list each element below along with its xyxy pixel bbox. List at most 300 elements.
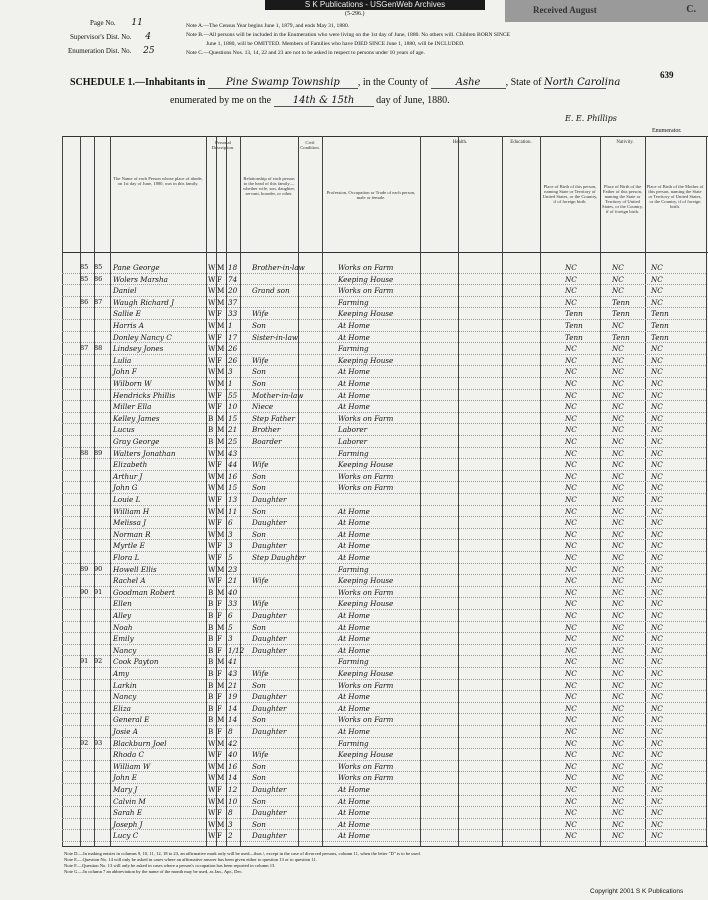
birthplace-person-cell: Tenn [565,309,583,319]
occupation-cell: At Home [338,831,370,841]
birthplace-mother-cell: NC [651,785,663,794]
birthplace-mother-cell: NC [651,495,663,504]
occupation-cell: At Home [338,553,370,562]
person-name: Sallie E [113,309,141,319]
occupation-cell: Farming [338,297,369,307]
person-name: Eliza [113,703,131,713]
occupation-cell: Farming [338,657,369,667]
header-name: The Name of each Person whose place of abode, on 1st day of June, 1880, was in this family. [113,176,203,186]
age-cell: 42 [228,738,238,748]
table-row [0,285,708,297]
birthplace-mother-cell: NC [651,819,663,829]
occupation-cell: Keeping House [338,599,394,609]
color-cell: B [208,622,214,632]
table-row [0,482,708,494]
relationship-cell: Son [252,796,266,806]
age-cell: 15 [228,413,238,423]
birthplace-father-cell: NC [612,460,624,470]
sex-cell: M [217,773,225,783]
age-cell: 17 [228,332,238,342]
family-number: 85 [94,263,103,271]
age-cell: 40 [228,750,238,760]
birthplace-mother-cell: NC [651,750,663,760]
relationship-cell: Son [252,483,266,493]
birthplace-father-cell: NC [612,657,624,667]
birthplace-mother-cell: NC [651,529,663,539]
birthplace-father-cell: NC [612,680,624,690]
sex-cell: F [217,402,222,412]
relationship-cell: Brother-in-law [252,263,305,272]
birthplace-mother-cell: NC [651,773,663,783]
relationship-cell: Sister-in-law [252,332,299,342]
color-cell: B [208,587,214,597]
birthplace-person-cell: NC [565,355,577,365]
table-row [0,274,708,286]
person-name: Melissa J [113,518,147,528]
birthplace-father-cell: NC [612,692,624,702]
relationship-cell: Daughter [252,518,287,528]
occupation-cell: At Home [338,645,370,655]
dwelling-number: 89 [80,564,89,573]
occupation-cell: Laborer [338,437,368,446]
person-name: Flora L [113,553,140,562]
color-cell: W [208,263,216,272]
sex-cell: M [217,297,225,307]
age-cell: 55 [228,390,238,400]
color-cell: W [208,773,216,783]
birthplace-father-cell: NC [612,274,624,284]
birthplace-person-cell: NC [565,483,577,493]
birthplace-person-cell: NC [565,761,577,771]
family-number: 90 [94,564,103,573]
table-row [0,459,708,471]
occupation-cell: At Home [338,611,370,620]
sex-cell: F [217,518,222,528]
birthplace-mother-cell: NC [651,483,663,493]
birthplace-mother-cell: NC [651,703,663,713]
age-cell: 3 [228,367,233,377]
person-name: Wilborn W [113,379,152,388]
table-row [0,564,708,576]
birthplace-person-cell: NC [565,634,577,644]
person-name: Lindsey Jones [113,344,164,354]
person-name: Rhoda C [113,750,145,760]
birthplace-father-cell: NC [612,344,624,354]
table-row [0,320,708,332]
person-name: William H [113,506,150,516]
relationship-cell: Daughter [252,692,287,702]
birthplace-mother-cell: NC [651,831,663,841]
table-row [0,622,708,634]
birthplace-person-cell: NC [565,344,577,354]
color-cell: W [208,518,216,528]
age-cell: 41 [228,657,238,667]
age-cell: 26 [228,344,238,354]
note-g: Note G.—In column 7 an abbreviation by the name of the month may be used, as Jan., Apr., Dec. [64,869,243,874]
stamp-text: Received August [533,5,597,15]
table-row [0,517,708,529]
birthplace-father-cell: NC [612,761,624,771]
person-name: Noah [113,622,133,632]
birthplace-mother-cell: NC [651,645,663,655]
relationship-cell: Daughter [252,495,287,504]
color-cell: W [208,483,216,493]
relationship-cell: Son [252,715,266,725]
header-education: Education. [510,140,532,145]
birthplace-father-cell: NC [612,773,624,783]
person-name: Pane George [113,263,160,272]
sex-cell: M [217,680,225,690]
person-name: Mary J [113,785,138,794]
relationship-cell: Wife [252,460,269,470]
table-row [0,575,708,587]
table-row [0,378,708,390]
birthplace-mother-cell: NC [651,541,663,551]
birthplace-father-cell: NC [612,263,624,272]
color-cell: B [208,680,214,690]
table-row [0,819,708,831]
birthplace-person-cell: NC [565,263,577,272]
table-row [0,587,708,599]
sex-cell: M [217,367,225,377]
relationship-cell: Step Daughter [252,553,306,562]
birthplace-father-cell: NC [612,448,624,458]
birthplace-person-cell: NC [565,495,577,504]
color-cell: W [208,321,216,330]
age-cell: 14 [228,703,238,713]
age-cell: 1 [228,321,233,330]
sex-cell: M [217,425,225,435]
table-bottom-rule [62,846,708,847]
relationship-cell: Son [252,529,266,539]
table-row [0,749,708,761]
table-row [0,494,708,506]
person-name: Arthur J [113,471,143,481]
person-name: Wolers Marsha [113,274,168,284]
birthplace-person-cell: NC [565,796,577,806]
birthplace-father-cell: NC [612,576,624,586]
header-birth-mother: Place of Birth of the Mother of this person, naming the State or Territory of United States, or the Country, if of foreign birth. [646,184,704,209]
color-cell: W [208,402,216,412]
birthplace-person-cell: NC [565,564,577,574]
birthplace-person-cell: NC [565,657,577,667]
age-cell: 11 [228,506,238,516]
color-cell: W [208,448,216,458]
age-cell: 2 [228,831,233,841]
table-row [0,506,708,518]
sex-cell: F [217,599,222,609]
occupation-cell: At Home [338,379,370,388]
relationship-cell: Daughter [252,808,287,818]
birthplace-person-cell: NC [565,576,577,586]
birthplace-father-cell: NC [612,634,624,644]
birthplace-father-cell: NC [612,750,624,760]
relationship-cell: Wife [252,355,269,365]
birthplace-father-cell: NC [612,645,624,655]
sex-cell: M [217,437,225,446]
header-nativity: Nativity. [616,140,634,145]
person-name: Josie A [113,727,138,736]
age-cell: 25 [228,437,238,446]
age-cell: 3 [228,541,233,551]
note-b-cont: June 1, 1880, will be OMITTED. Members of Families who have DIED SINCE June 1, 1880, will be INCLUDED. [206,41,465,47]
birthplace-mother-cell: Tenn [651,321,669,330]
age-cell: 44 [228,460,238,470]
sex-cell: F [217,692,222,702]
person-name: Larkin [113,680,137,690]
birthplace-person-cell: NC [565,390,577,400]
birthplace-mother-cell: Tenn [651,332,669,342]
birthplace-mother-cell: NC [651,553,663,562]
header-health: Health. [452,140,468,145]
color-cell: W [208,332,216,342]
occupation-cell: Keeping House [338,750,394,760]
birthplace-mother-cell: NC [651,634,663,644]
table-row [0,424,708,436]
birthplace-father-cell: NC [612,425,624,435]
stamp-letter: C. [686,4,696,15]
birthplace-mother-cell: NC [651,367,663,377]
relationship-cell: Niece [252,402,274,412]
relationship-cell: Daughter [252,645,287,655]
occupation-cell: Works on Farm [338,263,394,272]
birthplace-person-cell: NC [565,692,577,702]
color-cell: B [208,715,214,725]
age-cell: 6 [228,518,233,528]
archive-banner: S K Publications - USGenWeb Archives [265,0,485,10]
relationship-cell: Son [252,819,266,829]
occupation-cell: Works on Farm [338,715,394,725]
age-cell: 16 [228,471,238,481]
received-stamp [505,0,708,22]
sex-cell: M [217,587,225,597]
person-name: Lucus [113,425,135,435]
occupation-cell: At Home [338,634,370,644]
age-cell: 37 [228,297,238,307]
birthplace-person-cell: NC [565,413,577,423]
birthplace-father-cell: NC [612,529,624,539]
person-name: Miller Ella [113,402,152,412]
relationship-cell: Son [252,506,266,516]
age-cell: 1 [228,379,233,388]
table-row [0,332,708,344]
color-cell: W [208,344,216,354]
birthplace-person-cell: NC [565,622,577,632]
color-cell: B [208,645,214,655]
table-row [0,297,708,309]
color-cell: W [208,471,216,481]
relationship-cell: Daughter [252,727,287,736]
dwelling-number: 87 [80,344,89,353]
age-cell: 10 [228,796,238,806]
occupation-cell: At Home [338,529,370,539]
birthplace-person-cell: NC [565,379,577,388]
occupation-cell: At Home [338,785,370,794]
birthplace-person-cell: NC [565,529,577,539]
occupation-cell: Keeping House [338,576,394,586]
birthplace-father-cell: NC [612,703,624,713]
occupation-cell: Farming [338,344,369,354]
person-name: Norman R [113,529,151,539]
age-cell: 23 [228,564,238,574]
age-cell: 10 [228,402,238,412]
birthplace-father-cell: NC [612,738,624,748]
color-cell: W [208,355,216,365]
form-number: (5-296.) [345,11,365,17]
relationship-cell: Grand son [252,286,290,296]
birthplace-father-cell: NC [612,785,624,794]
occupation-cell: Keeping House [338,460,394,470]
color-cell: B [208,692,214,702]
table-row [0,703,708,715]
dwelling-number: 85 [80,274,89,283]
birthplace-mother-cell: NC [651,669,663,678]
birthplace-person-cell: NC [565,541,577,551]
table-row [0,714,708,726]
person-name: John G [113,483,138,493]
birthplace-father-cell: NC [612,402,624,412]
sex-cell: M [217,622,225,632]
sex-cell: M [217,564,225,574]
birthplace-mother-cell: NC [651,796,663,806]
occupation-cell: At Home [338,808,370,818]
birthplace-father-cell: NC [612,367,624,377]
occupation-cell: Keeping House [338,274,394,284]
table-row [0,262,708,274]
sex-cell: F [217,831,222,841]
birthplace-person-cell: NC [565,274,577,284]
birthplace-mother-cell: NC [651,599,663,609]
header-birth-person: Place of Birth of this person, naming State or Territory of United States, or the Country, if of foreign birth. [542,184,598,204]
relationship-cell: Daughter [252,634,287,644]
color-cell: B [208,657,214,667]
sex-cell: F [217,611,222,620]
birthplace-father-cell: NC [612,587,624,597]
table-row [0,598,708,610]
sex-cell: M [217,796,225,806]
family-number: 93 [94,738,103,747]
header-personal: Personal Description. [211,140,235,150]
birthplace-father-cell: NC [612,437,624,446]
table-row [0,761,708,773]
color-cell: W [208,761,216,771]
sex-cell: F [217,355,222,365]
color-cell: W [208,495,216,504]
color-cell: W [208,738,216,748]
sex-cell: F [217,576,222,586]
person-name: John E [113,773,137,783]
birthplace-person-cell: NC [565,645,577,655]
age-cell: 40 [228,587,238,597]
family-number: 87 [94,297,103,306]
color-cell: W [208,808,216,818]
birthplace-mother-cell: NC [651,622,663,632]
birthplace-person-cell: NC [565,460,577,470]
table-row [0,343,708,355]
table-row [0,448,708,460]
table-row [0,691,708,703]
relationship-cell: Son [252,471,266,481]
birthplace-father-cell: NC [612,819,624,829]
header-relationship: Relationship of each person to the head of this family—whether wife, son, daughter, servant, boarder, or other. [242,176,296,196]
birthplace-mother-cell: NC [651,692,663,702]
color-cell: W [208,506,216,516]
age-cell: 33 [228,599,238,609]
header-birth-father: Place of Birth of the Father of this person, naming the State or Territory of United States, or the Country, if of foreign birth. [602,184,643,214]
birthplace-mother-cell: NC [651,355,663,365]
table-row [0,366,708,378]
note-b: Note B.—All persons will be included in the Enumeration who were living on the 1st day of June, 1880. No others will. Children BORN SINCE [186,32,511,38]
person-name: Calvin M [113,796,146,806]
birthplace-mother-cell: NC [651,263,663,272]
color-cell: W [208,529,216,539]
birthplace-father-cell: NC [612,727,624,736]
sex-cell: M [217,529,225,539]
person-name: Waugh Richard J [113,297,175,307]
birthplace-mother-cell: NC [651,680,663,690]
relationship-cell: Son [252,761,266,771]
occupation-cell: Keeping House [338,669,394,678]
dwelling-number: 86 [80,297,89,306]
page-number: 639 [660,70,674,80]
birthplace-father-cell: NC [612,379,624,388]
age-cell: 13 [228,495,238,504]
copyright-notice: Copyright 2001 S K Publications [590,888,684,895]
color-cell: W [208,390,216,400]
occupation-cell: At Home [338,506,370,516]
birthplace-mother-cell: NC [651,286,663,296]
birthplace-mother-cell: NC [651,390,663,400]
birthplace-father-cell: NC [612,715,624,725]
birthplace-father-cell: NC [612,808,624,818]
color-cell: W [208,576,216,586]
birthplace-person-cell: NC [565,587,577,597]
color-cell: W [208,564,216,574]
table-row [0,540,708,552]
birthplace-person-cell: NC [565,715,577,725]
enumerator-signature: E. E. Phillips [565,114,617,123]
color-cell: W [208,379,216,388]
sex-cell: F [217,390,222,400]
enumeration-label: Enumeration Dist. No. 25 [68,46,155,56]
occupation-cell: At Home [338,796,370,806]
relationship-cell: Son [252,379,266,388]
birthplace-mother-cell: NC [651,611,663,620]
color-cell: B [208,437,214,446]
person-name: Gray George [113,437,160,446]
schedule-title: SCHEDULE 1.—Inhabitants in Pine Swamp Township , in the County of Ashe , State of North Carolina [70,77,621,88]
sex-cell: M [217,344,225,354]
person-name: Harris A [113,321,144,330]
occupation-cell: Works on Farm [338,413,394,423]
birthplace-person-cell: NC [565,471,577,481]
person-name: Cook Payton [113,657,159,667]
color-cell: W [208,819,216,829]
occupation-cell: Keeping House [338,355,394,365]
occupation-cell: Farming [338,448,369,458]
age-cell: 21 [228,680,238,690]
note-f: Note F.—Question No. 13 will only be asked in cases where a person's occupation has been reported in column 13. [64,863,276,868]
occupation-cell: Farming [338,564,369,574]
birthplace-person-cell: NC [565,297,577,307]
birthplace-person-cell: NC [565,738,577,748]
birthplace-mother-cell: NC [651,506,663,516]
occupation-cell: Works on Farm [338,286,394,296]
relationship-cell: Daughter [252,785,287,794]
birthplace-mother-cell: NC [651,576,663,586]
sex-cell: M [217,286,225,296]
birthplace-father-cell: NC [612,564,624,574]
